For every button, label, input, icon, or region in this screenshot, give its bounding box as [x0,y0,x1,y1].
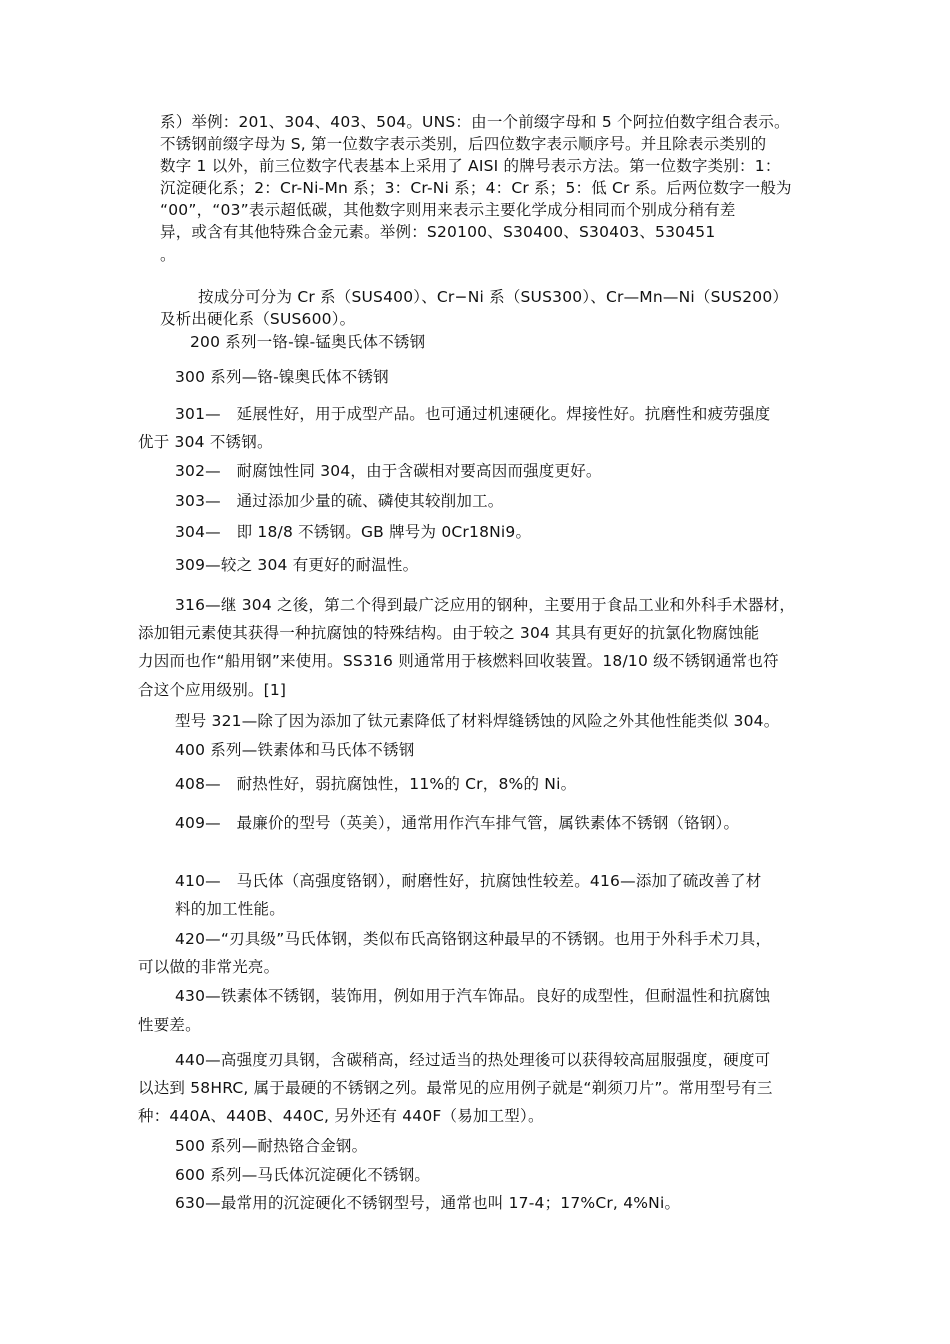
text-line: 种：440A、440B、440C, 另外还有 440F（易加工型）。 [138,1107,544,1125]
text-line: 316—继 304 之後，第二个得到最广泛应用的钢种，主要用于食品工业和外科手术器材， [175,596,796,614]
text-line: 添加钼元素使其获得一种抗腐蚀的特殊结构。由于较之 304 其具有更好的抗氯化物腐蚀能 [138,624,760,642]
text-line: 630—最常用的沉淀硬化不锈钢型号，通常也叫 17-4；17%Cr, 4%Ni。 [175,1194,681,1212]
text-line: 优于 304 不锈钢。 [138,433,273,451]
text-line: 408— 耐热性好，弱抗腐蚀性，11%的 Cr，8%的 Ni。 [175,775,577,793]
text-line: 不锈钢前缀字母为 S, 第一位数字表示类别，后四位数字表示顺序号。并且除表示类别的 [160,135,767,153]
text-line: 性要差。 [138,1016,201,1034]
text-line: 。 [160,246,176,264]
text-line: 303— 通过添加少量的硫、磷使其较削加工。 [175,492,504,510]
section-heading: 300 系列—铬-镍奥氏体不锈钢 [175,368,389,386]
text-line: 型号 321—除了因为添加了钛元素降低了材料焊缝锈蚀的风险之外其他性能类似 304。 [175,712,780,730]
text-line: 440—高强度刃具钢，含碳稍高，经过适当的热处理後可以获得较高屈服强度，硬度可 [175,1051,771,1069]
text-line: 430—铁素体不锈钢，装饰用，例如用于汽车饰品。良好的成型性，但耐温性和抗腐蚀 [175,987,771,1005]
text-line: “00”，“03”表示超低碳，其他数字则用来表示主要化学成分相同而个别成分稍有差 [160,201,736,219]
text-line: 数字 1 以外，前三位数字代表基本上采用了 AISI 的牌号表示方法。第一位数字类别：1： [160,157,781,175]
section-heading: 600 系列—马氏体沉淀硬化不锈钢。 [175,1166,431,1184]
text-line: 309—较之 304 有更好的耐温性。 [175,556,419,574]
text-line: 可以做的非常光亮。 [138,958,280,976]
text-line: 及析出硬化系（SUS600）。 [160,310,356,328]
text-line: 异，或含有其他特殊合金元素。举例：S20100、S30400、S30403、530451 [160,223,716,241]
section-heading: 400 系列—铁素体和马氏体不锈钢 [175,741,415,759]
text-line: 304— 即 18/8 不锈钢。GB 牌号为 0Cr18Ni9。 [175,523,532,541]
text-line: 按成分可分为 Cr 系（SUS400）、Cr−Ni 系（SUS300）、Cr—Mn—Ni（SUS200） [198,288,789,306]
text-line: 420—“刃具级”马氏体钢，类似布氏高铬钢这种最早的不锈钢。也用于外科手术刀具， [175,930,772,948]
section-heading: 200 系列一铬-镍-锰奥氏体不锈钢 [190,333,426,351]
text-line: 以达到 58HRC, 属于最硬的不锈钢之列。最常见的应用例子就是“剃须刀片”。常用型号有三 [138,1079,773,1097]
text-line: 沉淀硬化系；2：Cr-Ni-Mn 系；3：Cr-Ni 系；4：Cr 系；5：低 Cr 系。后两位数字一般为 [160,179,792,197]
text-line: 409— 最廉价的型号（英美），通常用作汽车排气管，属铁素体不锈钢（铬钢）。 [175,814,740,832]
text-line: 301— 延展性好，用于成型产品。也可通过机速硬化。焊接性好。抗磨性和疲劳强度 [175,405,771,423]
text-line: 系）举例：201、304、403、504。UNS：由一个前缀字母和 5 个阿拉伯数字组合表示。 [160,113,790,131]
text-line: 410— 马氏体（高强度铬钢），耐磨性好，抗腐蚀性较差。416—添加了硫改善了材 [175,872,762,890]
text-line: 料的加工性能。 [175,900,285,918]
text-line: 力因而也作“船用钢”来使用。SS316 则通常用于核燃料回收装置。18/10 级不锈钢通常也符 [138,652,779,670]
text-line: 302— 耐腐蚀性同 304，由于含碳相对要高因而强度更好。 [175,462,602,480]
text-line: 合这个应用级别。[1] [138,681,287,699]
section-heading: 500 系列—耐热铬合金钢。 [175,1137,368,1155]
